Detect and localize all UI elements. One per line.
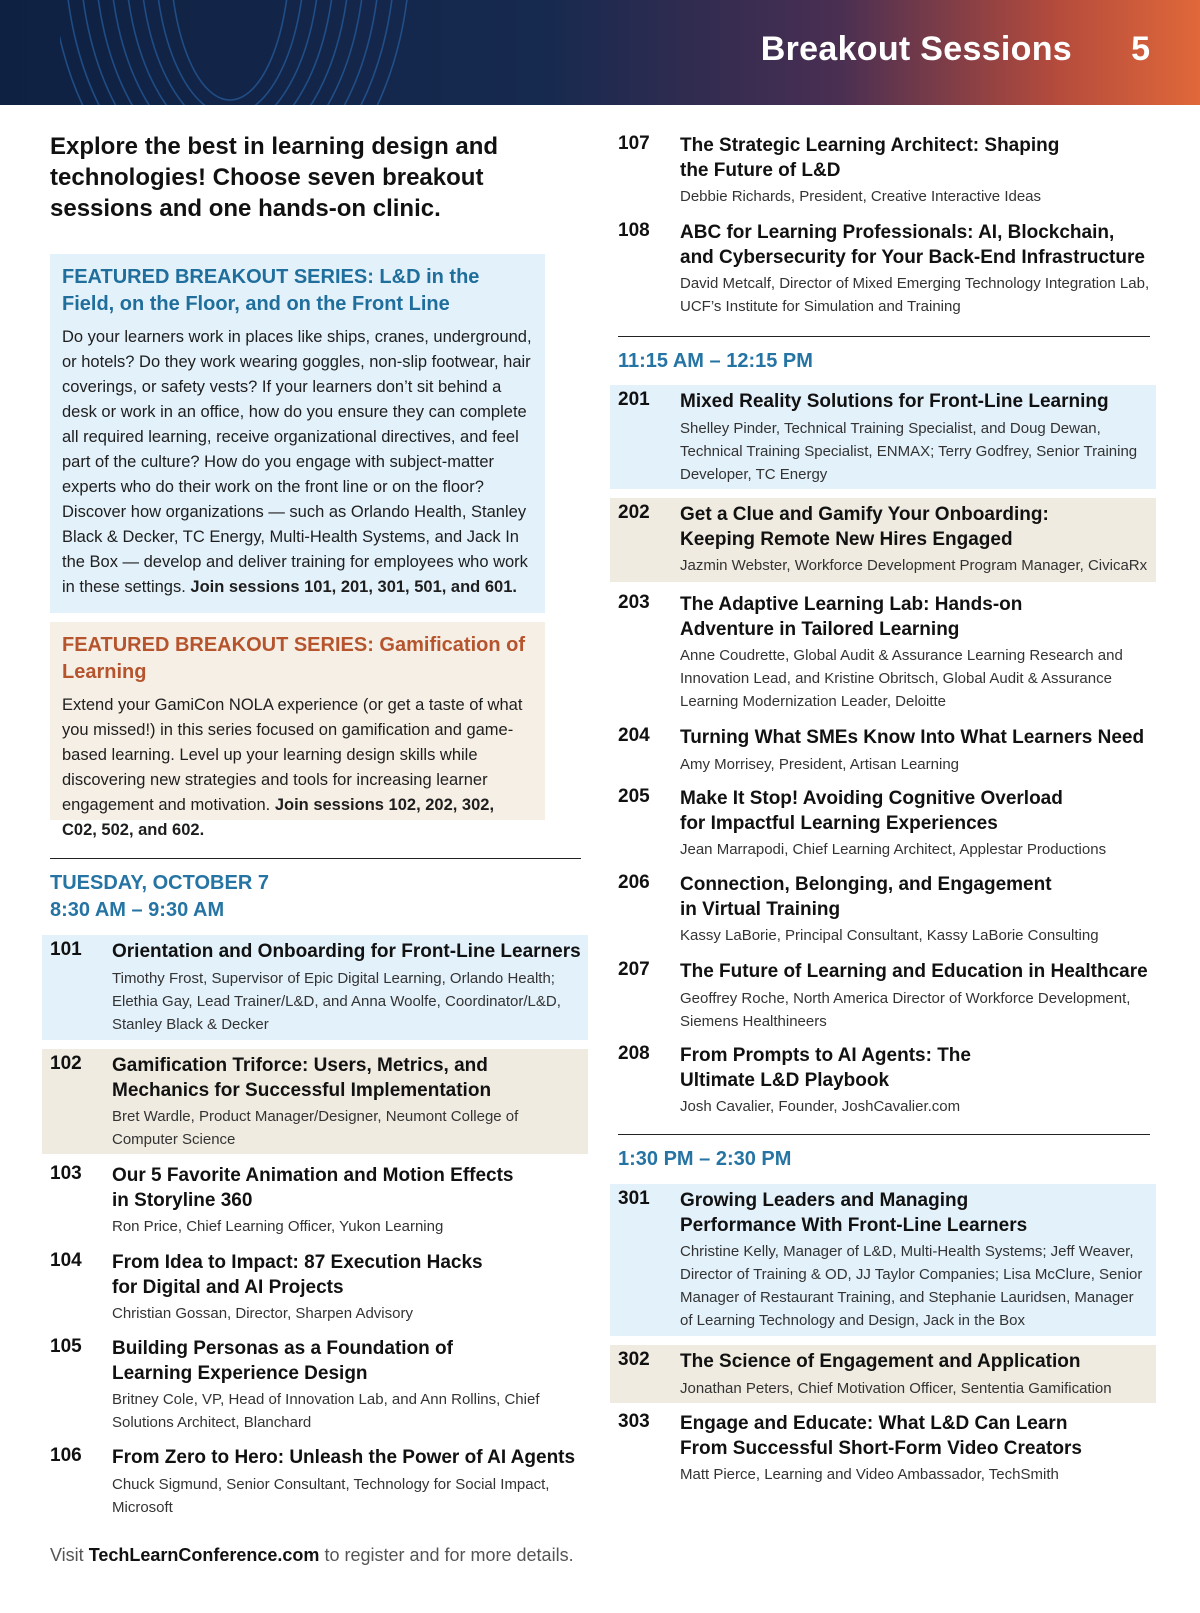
session-item xyxy=(610,588,1156,716)
session-item xyxy=(610,216,1156,322)
divider xyxy=(50,858,581,859)
session-item xyxy=(42,935,588,1040)
session-speakers: Jazmin Webster, Workforce Development Program Manager, CivicaRx xyxy=(680,557,1148,574)
featured-series-box xyxy=(50,622,545,839)
time-slot-label: 11:15 AM – 12:15 PM xyxy=(618,350,813,372)
session-speakers: Christine Kelly, Manager of L&D, Multi-Health Systems; Jeff Weaver, Director of Training & OD, JJ Taylor Companies; Lisa McClure, Senior Manager of Restaurant Training, and Stephanie Lauridsen, Manager of Learning Technology and Design, Jack in the Box xyxy=(680,1243,1143,1329)
session-number: 303 xyxy=(618,1411,650,1432)
session-speakers: Anne Coudrette, Global Audit & Assurance Learning Research and Innovation Lead, and Kristine Obritsch, Global Audit & Assurance Learning Modernization Leader, Deloitte xyxy=(680,647,1123,710)
session-number: 302 xyxy=(618,1349,650,1370)
website-link[interactable]: TechLearnConference.com xyxy=(88,1545,320,1565)
session-title: The Future of Learning and Education in Healthcare xyxy=(680,961,1148,982)
session-item xyxy=(610,1039,1156,1121)
session-number: 103 xyxy=(50,1163,82,1184)
session-number: 105 xyxy=(50,1336,82,1357)
session-title: Engage and Educate: What L&D Can Learn From Successful Short-Form Video Creators xyxy=(680,1413,1082,1459)
session-title: Gamification Triforce: Users, Metrics, and Mechanics for Successful Implementation xyxy=(112,1055,492,1101)
session-number: 203 xyxy=(618,592,650,613)
session-number: 101 xyxy=(50,939,82,960)
time-slot-label: 1:30 PM – 2:30 PM xyxy=(618,1148,792,1170)
session-number: 108 xyxy=(618,220,650,241)
session-title: Get a Clue and Gamify Your Onboarding: Keeping Remote New Hires Engaged xyxy=(680,504,1049,550)
session-title: Orientation and Onboarding for Front-Line Learners xyxy=(112,941,581,962)
featured-series-body: Do your learners work in places like ships, cranes, underground, or hotels? Do they work wearing goggles, non-slip footwear, hair coverings, or safety vests? If your learners don’t sit behind a desk or work in an office, how do you ensure they can complete all required learning, receive organizational directives, and feel part of the culture? How do you engage with subject-matter experts who do their work on the front line or on the floor? Discover how organizations — such as Orlando Health, Stanley Black & Decker, TC Energy, Multi-Health Systems, and Jack In the Box — develop and deliver training for employees who work in these settings. Join sessions 101, 201, 301, 501, and 601. xyxy=(62,328,532,596)
session-title: Make It Stop! Avoiding Cognitive Overload for Impactful Learning Experiences xyxy=(680,788,1063,834)
session-number: 208 xyxy=(618,1043,650,1064)
session-item xyxy=(610,1184,1156,1336)
divider xyxy=(618,1134,1150,1135)
featured-series-cta: Join sessions 102, 202, 302, C02, 502, and 602. xyxy=(62,796,495,839)
session-speakers: Jonathan Peters, Chief Motivation Officer, Sententia Gamification xyxy=(680,1380,1112,1397)
day-label: TUESDAY, OCTOBER 7 xyxy=(50,872,269,894)
session-item xyxy=(610,385,1156,489)
session-speakers: Debbie Richards, President, Creative Interactive Ideas xyxy=(680,188,1042,205)
session-title: Growing Leaders and Managing Performance With Front-Line Learners xyxy=(680,1190,1028,1236)
session-number: 207 xyxy=(618,959,650,980)
session-title: The Science of Engagement and Application xyxy=(680,1351,1081,1372)
session-speakers: Timothy Frost, Supervisor of Epic Digital Learning, Orlando Health; Elethia Gay, Lead Trainer/L&D, and Anna Woolfe, Coordinator/L&D, Stanley Black & Decker xyxy=(112,970,561,1033)
session-speakers: Jean Marrapodi, Chief Learning Architect, Applestar Productions xyxy=(680,841,1107,858)
featured-series-box xyxy=(50,254,545,613)
session-speakers: Ron Price, Chief Learning Officer, Yukon Learning xyxy=(112,1218,444,1235)
session-speakers: Kassy LaBorie, Principal Consultant, Kassy LaBorie Consulting xyxy=(680,927,1099,944)
session-title: Connection, Belonging, and Engagement in Virtual Training xyxy=(680,874,1052,920)
intro-heading: Explore the best in learning design and technologies! Choose seven breakout sessions and one hands-on clinic. xyxy=(50,133,499,222)
session-title: Our 5 Favorite Animation and Motion Effects in Storyline 360 xyxy=(112,1165,514,1211)
session-title: From Idea to Impact: 87 Execution Hacks for Digital and AI Projects xyxy=(112,1252,483,1298)
featured-series-title: FEATURED BREAKOUT SERIES: Gamification of Learning xyxy=(62,634,525,683)
session-number: 202 xyxy=(618,502,650,523)
session-speakers: Shelley Pinder, Technical Training Specialist, and Doug Dewan, Technical Training Specialist, ENMAX; Terry Godfrey, Senior Training Developer, TC Energy xyxy=(680,420,1138,483)
session-title: Turning What SMEs Know Into What Learners Need xyxy=(680,727,1145,748)
session-speakers: Amy Morrisey, President, Artisan Learning xyxy=(680,756,960,773)
session-number: 107 xyxy=(618,133,650,154)
session-number: 104 xyxy=(50,1250,82,1271)
session-item xyxy=(42,1049,588,1154)
session-title: Mixed Reality Solutions for Front-Line Learning xyxy=(680,391,1109,412)
footer-note: Visit TechLearnConference.com to register and for more details. xyxy=(50,1545,574,1565)
page-number: 5 xyxy=(1131,30,1150,68)
session-number: 205 xyxy=(618,786,650,807)
page-header xyxy=(0,0,1200,105)
session-item xyxy=(610,955,1156,1035)
session-number: 204 xyxy=(618,725,650,746)
session-speakers: Geoffrey Roche, North America Director of Workforce Development, Siemens Healthineers xyxy=(680,990,1131,1030)
session-speakers: Christian Gossan, Director, Sharpen Advisory xyxy=(112,1305,413,1322)
session-speakers: Matt Pierce, Learning and Video Ambassador, TechSmith xyxy=(680,1466,1059,1483)
session-speakers: Britney Cole, VP, Head of Innovation Lab, and Ann Rollins, Chief Solutions Architect, Blanchard xyxy=(112,1391,540,1431)
session-number: 201 xyxy=(618,389,650,410)
session-speakers: Josh Cavalier, Founder, JoshCavalier.com xyxy=(680,1098,961,1115)
divider xyxy=(618,336,1150,337)
session-item xyxy=(610,498,1156,582)
session-speakers: Chuck Sigmund, Senior Consultant, Technology for Social Impact, Microsoft xyxy=(112,1476,550,1516)
session-item xyxy=(42,1332,588,1438)
session-title: From Prompts to AI Agents: The Ultimate L&D Playbook xyxy=(680,1045,971,1091)
session-item xyxy=(42,1159,588,1241)
decorative-arcs xyxy=(60,0,660,105)
session-item xyxy=(610,1407,1156,1489)
session-title: Building Personas as a Foundation of Learning Experience Design xyxy=(112,1338,453,1384)
session-item xyxy=(610,721,1156,779)
session-title: The Adaptive Learning Lab: Hands-on Adventure in Tailored Learning xyxy=(680,594,1023,640)
session-item xyxy=(610,782,1156,864)
session-speakers: David Metcalf, Director of Mixed Emerging Technology Integration Lab, UCF’s Institute for Simulation and Training xyxy=(680,275,1150,315)
session-number: 106 xyxy=(50,1445,82,1466)
session-item xyxy=(610,129,1156,211)
session-item xyxy=(610,868,1156,950)
session-item xyxy=(610,1345,1156,1403)
time-slot-label: 8:30 AM – 9:30 AM xyxy=(50,899,225,921)
session-item xyxy=(42,1441,588,1523)
session-item xyxy=(42,1246,588,1328)
session-title: ABC for Learning Professionals: AI, Blockchain, and Cybersecurity for Your Back-End Infrastructure xyxy=(680,222,1145,268)
session-speakers: Bret Wardle, Product Manager/Designer, Neumont College of Computer Science xyxy=(112,1108,519,1148)
session-number: 102 xyxy=(50,1053,82,1074)
featured-series-body: Extend your GamiCon NOLA experience (or get a taste of what you missed!) in this series focused on gamification and game-based learning. Level up your learning design skills while discovering new strategies and tools for increasing learner engagement and motivation. Join sessions 102, 202, 302, C02, 502, and 602. xyxy=(62,696,523,839)
session-title: The Strategic Learning Architect: Shaping the Future of L&D xyxy=(680,135,1060,181)
session-number: 206 xyxy=(618,872,650,893)
featured-series-cta: Join sessions 101, 201, 301, 501, and 601. xyxy=(190,578,517,596)
session-title: From Zero to Hero: Unleash the Power of AI Agents xyxy=(112,1447,576,1468)
session-number: 301 xyxy=(618,1188,650,1209)
featured-series-title: FEATURED BREAKOUT SERIES: L&D in the Field, on the Floor, and on the Front Line xyxy=(62,266,480,315)
section-title: Breakout Sessions xyxy=(760,30,1072,68)
